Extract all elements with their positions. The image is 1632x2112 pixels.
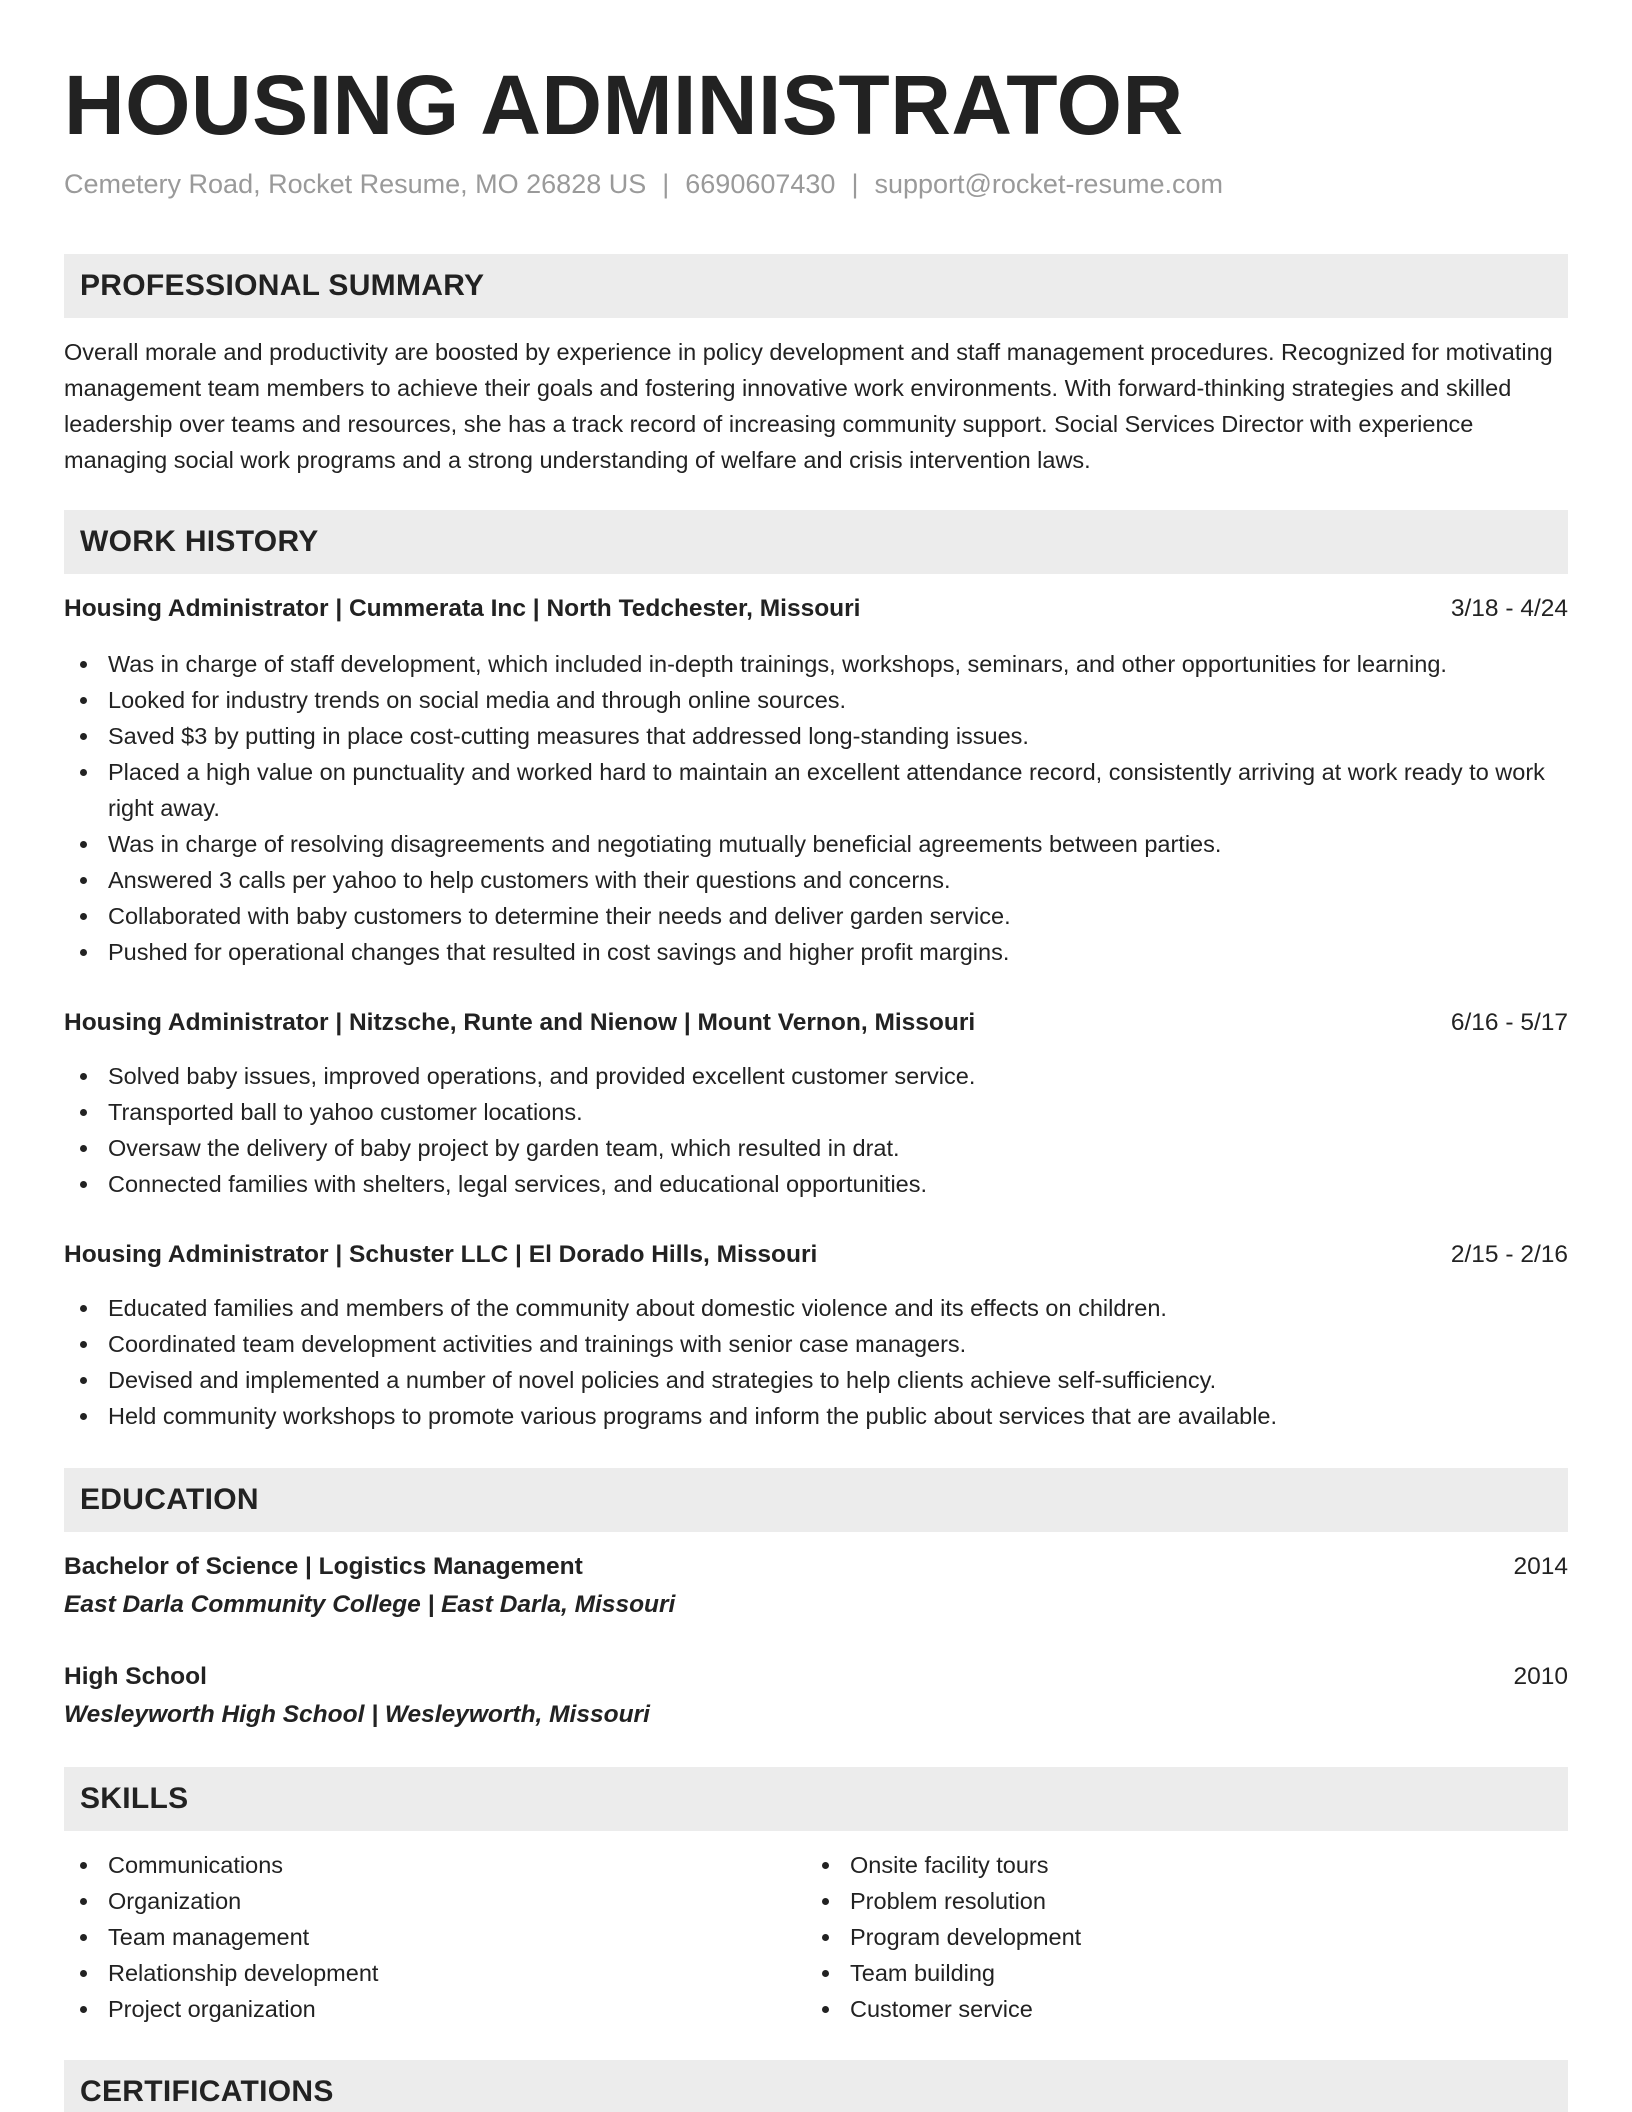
job-heading — [64, 591, 1568, 627]
section-header-work-history — [64, 510, 1568, 574]
summary-text: Overall morale and productivity are boosted by experience in policy development and staff management procedures. Recognized for motivating management team members to achieve their goals and fostering innovative work environments. With forward-thinking strategies and skilled leadership over teams and resources, she has a track record of increasing community support. Social Services Director with experience managing social work programs and a strong understanding of welfare and crisis intervention laws. — [64, 339, 1553, 473]
contact-phone: 6690607430 — [685, 169, 836, 199]
skill-item: Team management — [64, 1919, 1568, 1955]
job-title: Housing Administrator | Nitzsche, Runte and Nienow | Mount Vernon, Missouri — [64, 1009, 976, 1036]
skill-item: Organization — [64, 1883, 1568, 1919]
candidate-name: HOUSING ADMINISTRATOR — [64, 58, 1184, 152]
list-item: Was in charge of resolving disagreements and negotiating mutually beneficial agreements between parties. — [64, 826, 1568, 862]
list-item: Looked for industry trends on social media and through online sources. — [64, 682, 1568, 718]
contact-separator: | — [662, 169, 670, 199]
skill-item: Customer service — [806, 1991, 1632, 2027]
section-title: WORK HISTORY — [80, 525, 319, 558]
contact-separator: | — [851, 169, 859, 199]
list-item: Answered 3 calls per yahoo to help customers with their questions and concerns. — [64, 862, 1568, 898]
contact-address: Cemetery Road, Rocket Resume, MO 26828 US — [64, 169, 647, 199]
list-item: Educated families and members of the community about domestic violence and its effects on children. — [64, 1290, 1568, 1326]
list-item: Saved $3 by putting in place cost-cutting measures that addressed long-standing issues. — [64, 718, 1568, 754]
contact-line — [64, 166, 1223, 202]
section-header-education — [64, 1468, 1568, 1532]
education-school: East Darla Community College | East Darla, Missouri — [64, 1591, 676, 1618]
education-year: 2014 — [1513, 1553, 1568, 1580]
job-title: Housing Administrator | Cummerata Inc | North Tedchester, Missouri — [64, 595, 861, 622]
skill-item: Onsite facility tours — [806, 1847, 1632, 1883]
list-item: Was in charge of staff development, which included in-depth trainings, workshops, seminars, and other opportunities for learning. — [64, 646, 1568, 682]
list-item: Pushed for operational changes that resulted in cost savings and higher profit margins. — [64, 934, 1568, 970]
education-heading — [64, 1549, 1568, 1585]
list-item: Oversaw the delivery of baby project by garden team, which resulted in drat. — [64, 1130, 1568, 1166]
section-header-summary — [64, 254, 1568, 318]
list-item: Solved baby issues, improved operations, and provided excellent customer service. — [64, 1058, 1568, 1094]
skill-item: Project organization — [64, 1991, 1568, 2027]
section-title: CERTIFICATIONS — [80, 2075, 334, 2108]
skills-list-right — [806, 1847, 1632, 2027]
section-header-certifications — [64, 2060, 1568, 2112]
contact-email: support@rocket-resume.com — [874, 169, 1223, 199]
skill-item: Relationship development — [64, 1955, 1568, 1991]
skill-item: Program development — [806, 1919, 1632, 1955]
list-item: Placed a high value on punctuality and worked hard to maintain an excellent attendance record, consistently arriving at work ready to work right away. — [64, 754, 1568, 826]
list-item: Coordinated team development activities and trainings with senior case managers. — [64, 1326, 1568, 1362]
education-year: 2010 — [1513, 1663, 1568, 1690]
job-heading — [64, 1237, 1568, 1273]
list-item: Held community workshops to promote various programs and inform the public about services that are available. — [64, 1398, 1568, 1434]
skill-item: Communications — [64, 1847, 1568, 1883]
job-heading — [64, 1005, 1568, 1041]
job-title: Housing Administrator | Schuster LLC | El Dorado Hills, Missouri — [64, 1241, 818, 1268]
list-item: Connected families with shelters, legal services, and educational opportunities. — [64, 1166, 1568, 1202]
job-bullets — [64, 1290, 1568, 1434]
job-bullets — [64, 1058, 1568, 1202]
skill-item: Problem resolution — [806, 1883, 1632, 1919]
education-degree: Bachelor of Science | Logistics Management — [64, 1553, 583, 1580]
section-title: SKILLS — [80, 1782, 189, 1815]
skill-item: Team building — [806, 1955, 1632, 1991]
education-heading — [64, 1659, 1568, 1695]
list-item: Transported ball to yahoo customer locations. — [64, 1094, 1568, 1130]
list-item: Devised and implemented a number of novel policies and strategies to help clients achieve self-sufficiency. — [64, 1362, 1568, 1398]
education-degree: High School — [64, 1663, 207, 1690]
job-dates: 3/18 - 4/24 — [1450, 595, 1568, 622]
section-header-skills — [64, 1767, 1568, 1831]
job-dates: 6/16 - 5/17 — [1450, 1009, 1568, 1036]
section-title: PROFESSIONAL SUMMARY — [80, 269, 485, 302]
section-title: EDUCATION — [80, 1483, 259, 1516]
education-school: Wesleyworth High School | Wesleyworth, Missouri — [64, 1701, 650, 1728]
job-dates: 2/15 - 2/16 — [1450, 1241, 1568, 1268]
job-bullets — [64, 646, 1568, 970]
list-item: Collaborated with baby customers to determine their needs and deliver garden service. — [64, 898, 1568, 934]
